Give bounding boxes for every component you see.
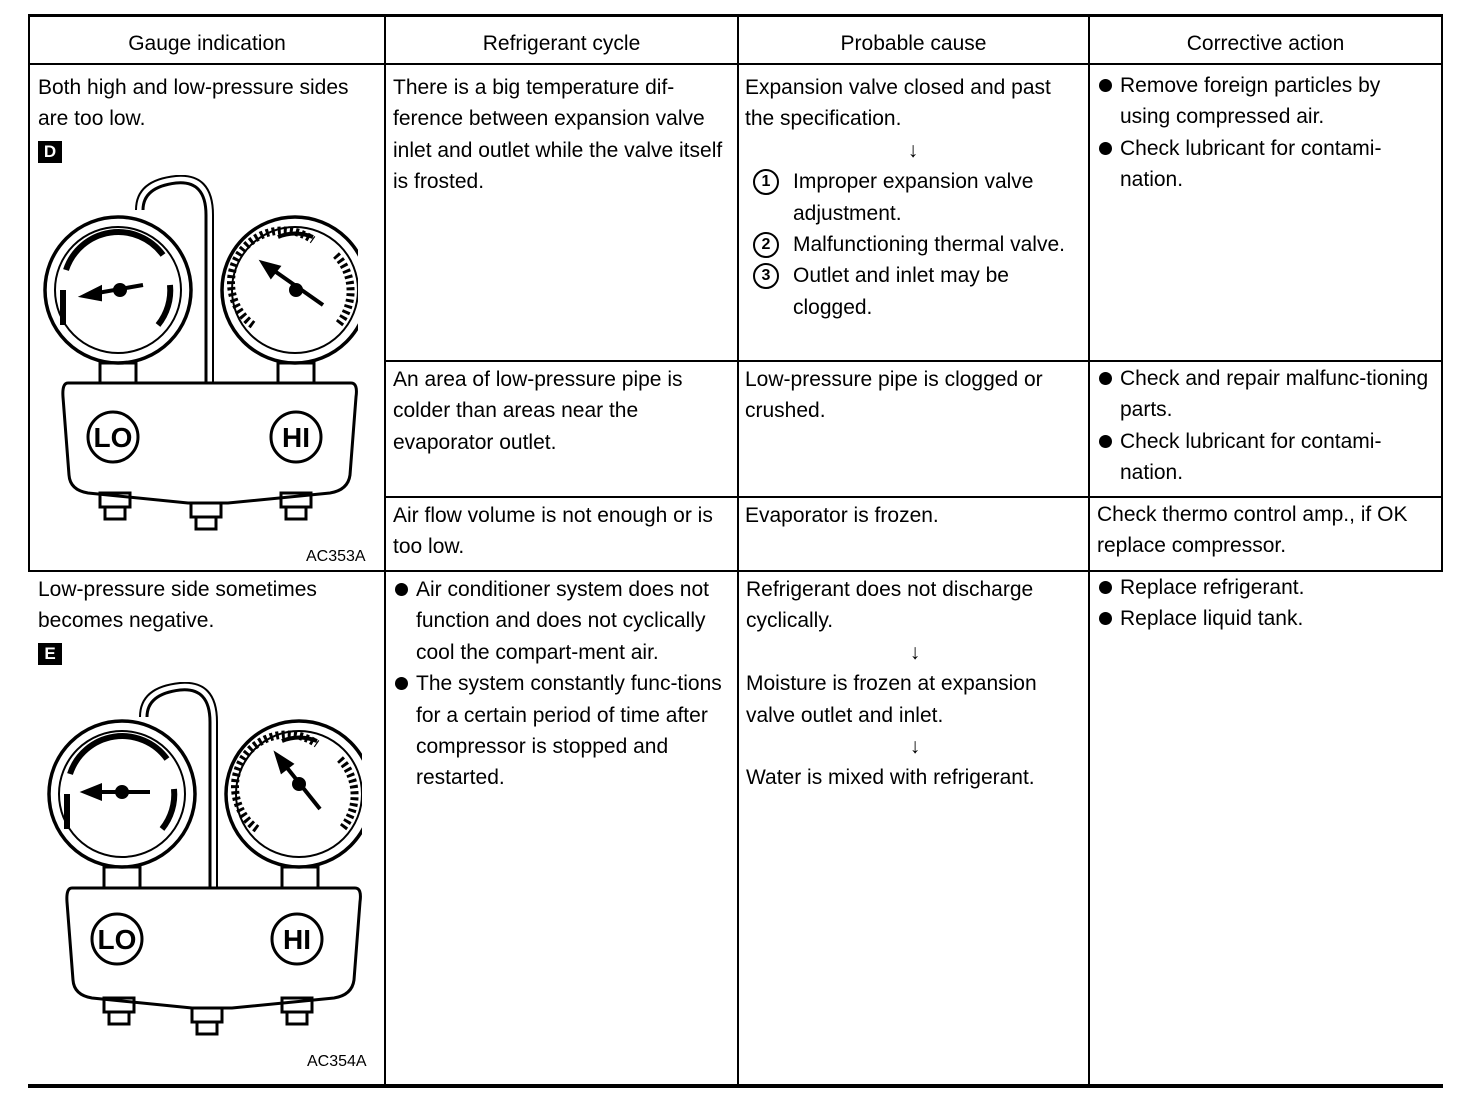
label-badge-d: D bbox=[38, 141, 62, 163]
figure-code-e: AC354A bbox=[307, 1053, 367, 1070]
cause-line: Water is mixed with refrigerant. bbox=[746, 766, 1035, 790]
refrigerant-cycle-d3: Air flow volume is not enough or is too low. bbox=[393, 504, 713, 559]
col-rule bbox=[28, 14, 30, 571]
col-rule bbox=[1441, 14, 1443, 571]
corrective-action-d3: Check thermo control amp., if OK replace compressor. bbox=[1097, 503, 1408, 558]
cause-line: Refrigerant does not discharge cyclically. bbox=[746, 578, 1034, 633]
corrective-action-d2 bbox=[1097, 363, 1433, 489]
cause-item-1 bbox=[745, 166, 1081, 229]
circled-number-3: 3 bbox=[753, 263, 779, 289]
header-probable-cause: Probable cause bbox=[840, 32, 987, 55]
probable-cause-e bbox=[746, 574, 1084, 794]
col-rule bbox=[384, 14, 386, 1086]
cause-line: Moisture is frozen at expansion valve outlet and inlet. bbox=[746, 672, 1037, 727]
refrigerant-cycle-e bbox=[393, 574, 729, 794]
gauge-text-e: Low-pressure side sometimes becomes negative. bbox=[38, 578, 317, 633]
lo-label-e: LO bbox=[97, 924, 137, 955]
action-bullet: Remove foreign particles by using compressed air. bbox=[1097, 70, 1433, 133]
cause-item-text: Outlet and inlet may be clogged. bbox=[793, 264, 1009, 319]
header-refrigerant-cycle: Refrigerant cycle bbox=[482, 32, 641, 55]
circled-number-2: 2 bbox=[753, 232, 779, 258]
table-top-rule bbox=[28, 14, 1443, 17]
refrigerant-cycle-d1: There is a big temperature dif-ference between expansion valve inlet and outlet while the valve itself is frosted. bbox=[393, 76, 723, 194]
probable-cause-d3: Evaporator is frozen. bbox=[745, 504, 939, 527]
cause-item-3 bbox=[745, 260, 1081, 323]
circled-number-1: 1 bbox=[753, 169, 779, 195]
manifold-gauge-figure-e bbox=[42, 682, 362, 1042]
action-bullet: Check and repair malfunc-tioning parts. bbox=[1097, 363, 1433, 426]
header-gauge-indication: Gauge indication bbox=[128, 32, 286, 55]
row-rule bbox=[384, 496, 1443, 498]
down-arrow-icon: ↓ bbox=[909, 735, 921, 759]
manifold-gauge-figure-d bbox=[38, 175, 358, 535]
action-bullet: Replace refrigerant. bbox=[1097, 572, 1433, 603]
col-rule bbox=[1088, 14, 1090, 1086]
header-corrective-action: Corrective action bbox=[1186, 32, 1345, 55]
probable-cause-d1 bbox=[745, 72, 1081, 323]
down-arrow-icon: ↓ bbox=[909, 640, 921, 664]
action-bullet: Replace liquid tank. bbox=[1097, 603, 1433, 634]
cycle-bullet: The system constantly func-tions for a certain period of time after compressor is stopped and restarted. bbox=[393, 668, 729, 794]
col-rule bbox=[737, 14, 739, 1086]
cause-intro-d1: Expansion valve closed and past the specification. bbox=[745, 76, 1051, 131]
label-badge-e: E bbox=[38, 643, 62, 665]
action-bullet: Check lubricant for contami-nation. bbox=[1097, 133, 1433, 196]
cause-item-text: Improper expansion valve adjustment. bbox=[793, 170, 1034, 225]
cycle-bullet: Air conditioner system does not function and does not cyclically cool the compart-ment air. bbox=[393, 574, 729, 668]
gauge-indication-e bbox=[38, 574, 374, 668]
figure-code-d: AC353A bbox=[306, 548, 366, 565]
lo-label-d: LO bbox=[93, 422, 133, 453]
corrective-action-e bbox=[1097, 572, 1433, 635]
action-bullet: Check lubricant for contami-nation. bbox=[1097, 426, 1433, 489]
probable-cause-d2: Low-pressure pipe is clogged or crushed. bbox=[745, 368, 1043, 423]
cause-item-text: Malfunctioning thermal valve. bbox=[793, 233, 1065, 257]
gauge-text-d: Both high and low-pressure sides are too low. bbox=[38, 76, 349, 131]
refrigerant-cycle-d2: An area of low-pressure pipe is colder than areas near the evaporator outlet. bbox=[393, 368, 683, 454]
header-rule bbox=[28, 63, 1443, 65]
hi-label-d: HI bbox=[282, 422, 310, 453]
down-arrow-icon: ↓ bbox=[907, 138, 919, 162]
hi-label-e: HI bbox=[283, 924, 311, 955]
corrective-action-d1 bbox=[1097, 70, 1433, 196]
table-bottom-rule bbox=[28, 1084, 1443, 1088]
row-rule bbox=[384, 360, 1443, 362]
cause-item-2 bbox=[745, 229, 1081, 260]
gauge-indication-d bbox=[38, 72, 368, 166]
